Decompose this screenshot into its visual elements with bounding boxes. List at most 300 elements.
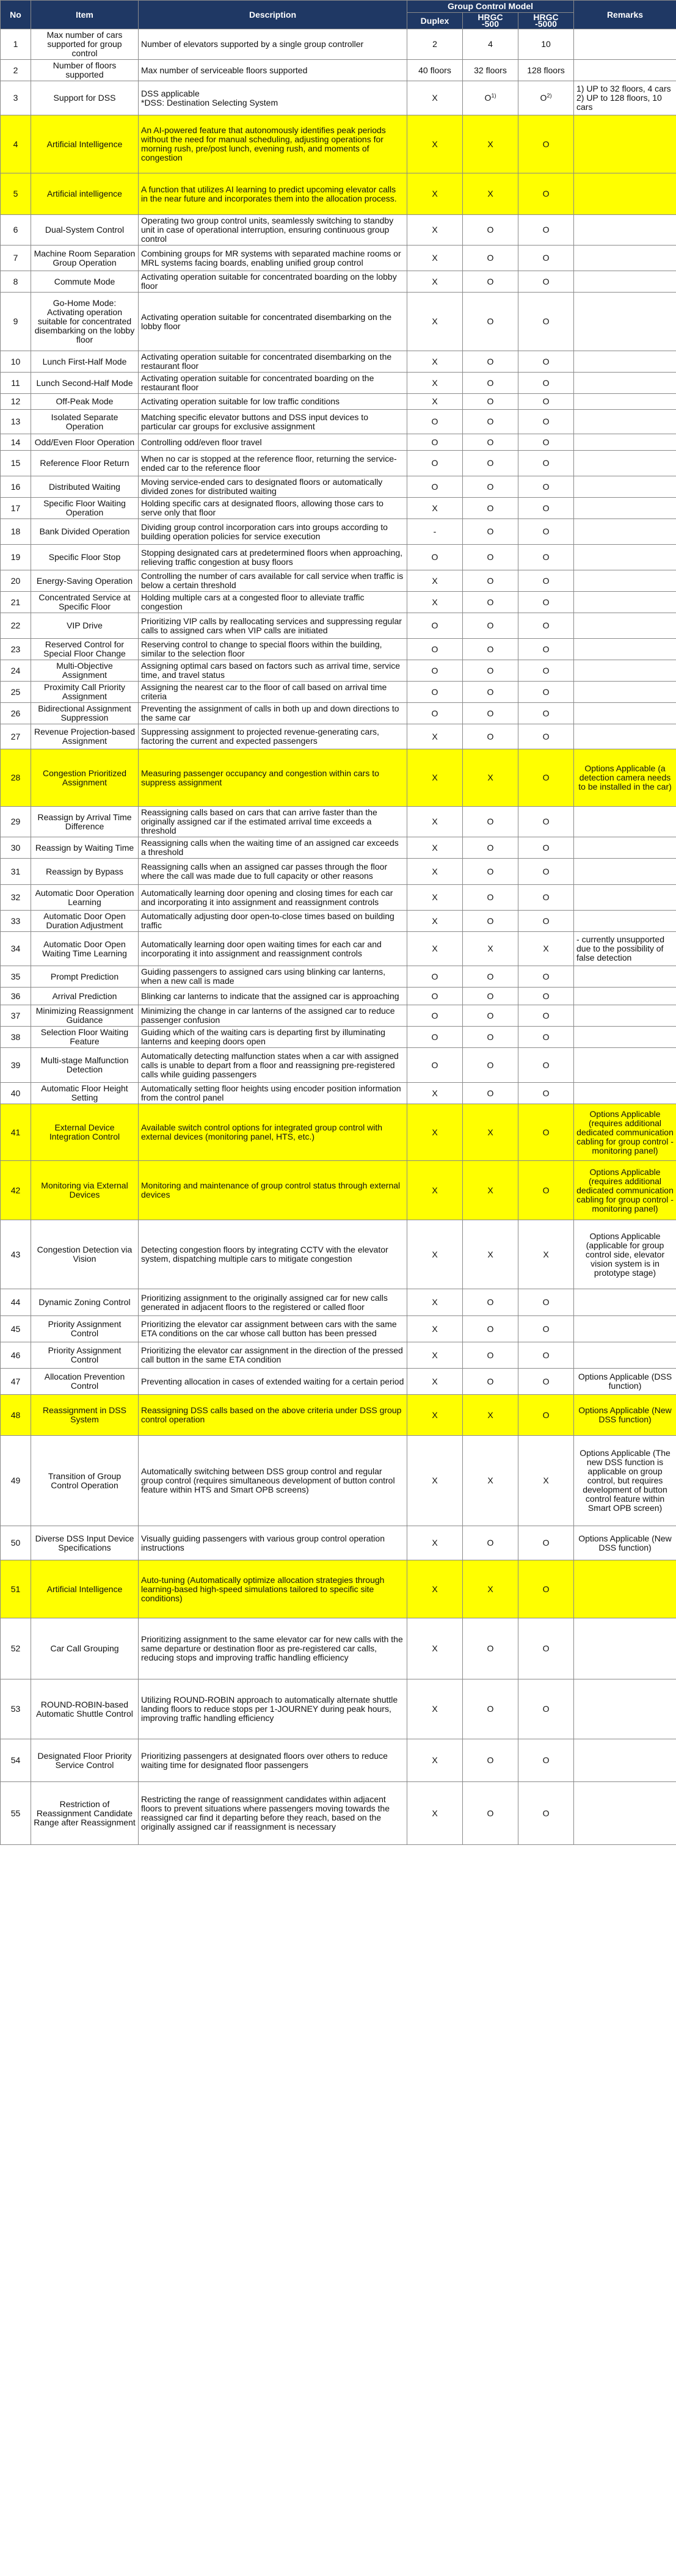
row-remarks [574,115,676,173]
hrgc-500-support-value: O [487,1031,494,1042]
duplex-support [407,932,463,966]
duplex-support-value: O [431,686,438,697]
duplex-support-value: O [431,665,438,675]
row-number: 25 [1,682,31,703]
hrgc-5000-support-value: 10 [541,39,551,49]
duplex-support [407,1369,463,1395]
hrgc-500-support [463,476,518,498]
row-remarks [574,394,676,410]
table-row [1,749,676,807]
hrgc-5000-support [518,1083,574,1104]
duplex-support [407,724,463,749]
row-remarks [574,911,676,932]
row-number: 39 [1,1048,31,1083]
row-number: 28 [1,749,31,807]
duplex-support [407,1395,463,1436]
hrgc-5000-support [518,1739,574,1782]
table-row [1,410,676,434]
duplex-support-value: X [432,866,438,876]
row-number: 38 [1,1027,31,1048]
row-remarks [574,807,676,837]
row-item: Reassign by Arrival Time Difference [31,807,139,837]
hrgc-5000-support-value: O [542,1538,550,1548]
row-description: Measuring passenger occupancy and congestion within cars to suppress assignment [139,749,407,807]
hrgc-500-support [463,1316,518,1342]
row-description: Activating operation suitable for concentrated boarding on the lobby floor [139,271,407,293]
row-number: 45 [1,1316,31,1342]
duplex-support-value: X [432,1323,438,1334]
row-description: Reserving control to change to special floors within the building, similar to the selection floor [139,639,407,660]
header-item: Item [31,1,139,29]
row-item: Max number of cars supported for group control [31,29,139,60]
hrgc-500-support [463,703,518,724]
duplex-support [407,451,463,476]
hrgc-5000-support [518,749,574,807]
table-row [1,1027,676,1048]
row-remarks [574,410,676,434]
duplex-support [407,592,463,613]
row-number: 17 [1,498,31,519]
row-item: Proximity Call Priority Assignment [31,682,139,703]
row-description: Utilizing ROUND-ROBIN approach to automatically alternate shuttle landing floors to reduce stops per 1-JOURNEY during peak hours, improving traffic handling efficiency [139,1679,407,1739]
row-number: 44 [1,1289,31,1316]
duplex-support-value: 2 [432,39,437,49]
row-remarks [574,60,676,81]
hrgc-500-support [463,1005,518,1027]
row-number: 16 [1,476,31,498]
hrgc-5000-support [518,271,574,293]
row-item: Bank Divided Operation [31,519,139,545]
hrgc-5000-support-value: O [542,1010,550,1021]
hrgc-500-support [463,1289,518,1316]
row-description: Activating operation suitable for concentrated disembarking on the restaurant floor [139,351,407,373]
hrgc-5000-support [518,1220,574,1289]
hrgc-5000-support-value: O [542,731,550,741]
row-description: Restricting the range of reassignment candidates within adjacent floors to prevent situations where passengers moving towards the reassigned car find it departing before they reach, based on the originally assigned car if reassignment is necessary [139,1782,407,1845]
duplex-support [407,215,463,246]
row-item: Odd/Even Floor Operation [31,434,139,451]
hrgc-500-support [463,613,518,639]
row-item: Isolated Separate Operation [31,410,139,434]
row-number: 33 [1,911,31,932]
duplex-support-value: X [432,1704,438,1714]
hrgc-500-support-value: O [487,1323,494,1334]
row-description: Number of elevators supported by a single group controller [139,29,407,60]
hrgc-500-support-value: O [487,316,494,326]
duplex-support [407,1526,463,1560]
hrgc-500-support-value: 4 [488,39,493,49]
row-remarks [574,1739,676,1782]
hrgc-5000-support [518,932,574,966]
row-description: Prioritizing the elevator car assignment in the direction of the pressed call button in the same ETA condition [139,1342,407,1369]
hrgc-500-support-value: O [487,731,494,741]
duplex-support [407,246,463,271]
duplex-support-value: X [432,1643,438,1653]
row-remarks [574,1316,676,1342]
row-description: Controlling the number of cars available for call service when traffic is below a certain threshold [139,570,407,592]
row-number: 18 [1,519,31,545]
hrgc-500-support [463,966,518,988]
row-number: 24 [1,660,31,682]
row-number: 54 [1,1739,31,1782]
row-item: Specific Floor Waiting Operation [31,498,139,519]
header-description: Description [139,1,407,29]
duplex-support-value: X [432,225,438,235]
hrgc-5000-support-value: O [542,866,550,876]
row-description: Reassigning calls when an assigned car passes through the floor where the call was made due to full capacity or other reasons [139,859,407,885]
hrgc-500-support [463,1618,518,1679]
hrgc-5000-support [518,215,574,246]
row-description: Prioritizing assignment to the same elevator car for new calls with the same departure or destination floor as pre-registered car calls, reducing stops and improving traffic handling efficiency [139,1618,407,1679]
row-remarks: Options Applicable (New DSS function) [574,1395,676,1436]
row-item: Lunch Second-Half Mode [31,373,139,394]
duplex-support-value: O [431,458,438,468]
hrgc-5000-support [518,807,574,837]
table-row [1,1679,676,1739]
hrgc-5000-support-value: O [542,1410,550,1420]
hrgc-500-support [463,1526,518,1560]
row-remarks [574,1048,676,1083]
hrgc-500-support-value: X [487,1127,493,1137]
row-description: Prioritizing assignment to the originally assigned car for new calls generated in adjacent floors to the registered or called floor [139,1289,407,1316]
row-remarks [574,724,676,749]
hrgc-500-support-value: O [487,1060,494,1070]
row-item: Artificial Intelligence [31,1560,139,1618]
row-remarks [574,592,676,613]
hrgc-5000-support-value: O [542,253,550,263]
row-number: 41 [1,1104,31,1161]
row-number: 40 [1,1083,31,1104]
duplex-support-value: O [431,991,438,1001]
hrgc-500-support-value: O [487,458,494,468]
row-item: Reference Floor Return [31,451,139,476]
hrgc-500-support-value: O [487,1297,494,1307]
row-item: Priority Assignment Control [31,1316,139,1342]
row-item: Bidirectional Assignment Suppression [31,703,139,724]
table-row [1,1161,676,1220]
hrgc-500-support [463,1342,518,1369]
hrgc-5000-support-value: O [542,665,550,675]
hrgc-500-support [463,434,518,451]
row-remarks [574,1083,676,1104]
row-description: Prioritizing the elevator car assignment between cars with the same ETA conditions on the car whose call button has been pressed [139,1316,407,1342]
duplex-support [407,703,463,724]
duplex-support [407,1048,463,1083]
table-row [1,81,676,115]
hrgc-5000-support-value: O [542,377,550,388]
row-description: Available switch control options for integrated group control with external devices (monitoring panel, HTS, etc.) [139,1104,407,1161]
duplex-support [407,682,463,703]
duplex-support [407,476,463,498]
hrgc-5000-support-value: O [542,686,550,697]
row-item: Machine Room Separation Group Operation [31,246,139,271]
row-remarks [574,682,676,703]
table-row [1,451,676,476]
table-row [1,682,676,703]
table-row [1,837,676,859]
row-remarks [574,660,676,682]
row-item: Reassign by Waiting Time [31,837,139,859]
hrgc-5000-support-value: O [542,915,550,926]
duplex-support-value: X [432,842,438,853]
hrgc-5000-support [518,885,574,911]
row-description: A function that utilizes AI learning to predict upcoming elevator calls in the near future and incorporates them into the allocation process. [139,173,407,215]
hrgc-5000-support-value: O [542,1185,550,1195]
row-number: 30 [1,837,31,859]
duplex-support [407,1161,463,1220]
table-row [1,476,676,498]
duplex-support [407,60,463,81]
duplex-support [407,271,463,293]
table-row [1,394,676,410]
row-number: 29 [1,807,31,837]
row-remarks [574,1560,676,1618]
hrgc-5000-support-value: O [542,396,550,406]
hrgc-500-support-value: X [487,1584,493,1594]
hrgc-500-support-value: O [487,1704,494,1714]
hrgc-5000-support-value: 128 floors [527,65,565,75]
duplex-support [407,1027,463,1048]
row-number: 27 [1,724,31,749]
hrgc-500-support-value: X [487,944,493,953]
duplex-support [407,749,463,807]
hrgc-5000-support-value: O [542,575,550,586]
row-number: 37 [1,1005,31,1027]
table-row [1,1316,676,1342]
hrgc-500-support-value: O [487,396,494,406]
row-item: Car Call Grouping [31,1618,139,1679]
hrgc-5000-support-value: O [542,892,550,902]
hrgc-5000-support-value: O [542,552,550,562]
row-description: When no car is stopped at the reference floor, returning the service-ended car to the reference floor [139,451,407,476]
table-row [1,639,676,660]
hrgc-5000-support [518,351,574,373]
table-row [1,988,676,1005]
row-number: 53 [1,1679,31,1739]
row-item: Lunch First-Half Mode [31,351,139,373]
hrgc-500-support-footnote: 1) [491,92,496,99]
row-remarks [574,271,676,293]
row-description: Prioritizing VIP calls by reallocating services and suppressing regular calls to assigned cars when VIP calls are initiated [139,613,407,639]
hrgc-5000-support-value: O [542,526,550,536]
table-row [1,215,676,246]
hrgc-500-support-value: O [487,225,494,235]
hrgc-500-support [463,115,518,173]
row-description: Max number of serviceable floors supported [139,60,407,81]
row-description: Combining groups for MR systems with separated machine rooms or MRL systems facing boards, enabling unified group control [139,246,407,271]
row-item: Commute Mode [31,271,139,293]
row-item: Concentrated Service at Specific Floor [31,592,139,613]
hrgc-500-support-value: O [487,437,494,447]
hrgc-500-support-value: O [487,686,494,697]
row-description: Assigning the nearest car to the floor of call based on arrival time criteria [139,682,407,703]
table-row [1,293,676,351]
hrgc-500-support-value: O [487,817,494,826]
table-row [1,1048,676,1083]
table-row [1,246,676,271]
row-description: Blinking car lanterns to indicate that the assigned car is approaching [139,988,407,1005]
row-remarks [574,246,676,271]
table-row [1,724,676,749]
duplex-support-value: X [432,944,438,953]
hrgc-5000-support-value: O [542,1088,550,1098]
hrgc-500-support [463,570,518,592]
hrgc-500-support [463,293,518,351]
row-description: Holding specific cars at designated floors, allowing those cars to serve only that floor [139,498,407,519]
row-description: Guiding which of the waiting cars is departing first by illuminating lanterns and keeping doors open [139,1027,407,1048]
header-group-control-model: Group Control Model [407,1,574,13]
hrgc-500-support [463,1048,518,1083]
duplex-support [407,1220,463,1289]
hrgc-500-support-value: O [487,1010,494,1021]
hrgc-500-support [463,1027,518,1048]
table-row [1,1739,676,1782]
table-row [1,173,676,215]
table-row [1,1220,676,1289]
hrgc-5000-support-value: O [542,644,550,654]
hrgc-5000-support [518,592,574,613]
duplex-support-value: O [431,437,438,447]
duplex-support [407,1618,463,1679]
row-item: Support for DSS [31,81,139,115]
row-description: Reassigning calls based on cars that can arrive faster than the originally assigned car if the estimated arrival time exceeds a threshold [139,807,407,837]
duplex-support-value: - [433,526,437,536]
hrgc-5000-support [518,639,574,660]
hrgc-5000-support-value: O [542,139,550,149]
hrgc-5000-support [518,1027,574,1048]
duplex-support-value: X [432,731,438,741]
hrgc-500-support [463,837,518,859]
duplex-support-value: O [431,552,438,562]
hrgc-5000-support-value: O [540,93,547,103]
row-item: Reassign by Bypass [31,859,139,885]
hrgc-5000-support-value: O [542,316,550,326]
hrgc-5000-support [518,859,574,885]
row-item: Congestion Detection via Vision [31,1220,139,1289]
hrgc-500-support-value: O [487,915,494,926]
row-description: Automatically switching between DSS group control and regular group control (requires simultaneous development of button control feature within HTS and Smart OPB screens) [139,1436,407,1526]
duplex-support-value: X [432,892,438,902]
hrgc-5000-support [518,1618,574,1679]
table-row [1,1083,676,1104]
hrgc-5000-support-value: O [542,971,550,981]
hrgc-500-support-value: O [487,276,494,286]
row-description: Suppressing assignment to projected revenue-generating cars, factoring the current and expected passengers [139,724,407,749]
row-description: Assigning optimal cars based on factors such as arrival time, service time, and travel status [139,660,407,682]
duplex-support [407,807,463,837]
duplex-support [407,837,463,859]
header-remarks: Remarks [574,1,676,29]
row-item: Reserved Control for Special Floor Change [31,639,139,660]
hrgc-5000-support [518,1395,574,1436]
row-description: Preventing allocation in cases of extended waiting for a certain period [139,1369,407,1395]
duplex-support-value: X [432,915,438,926]
hrgc-500-support [463,932,518,966]
hrgc-5000-support [518,410,574,434]
hrgc-500-support-value: O [487,708,494,718]
duplex-support [407,1005,463,1027]
row-number: 13 [1,410,31,434]
hrgc-5000-support [518,293,574,351]
duplex-support-value: X [432,597,438,607]
row-item: Priority Assignment Control [31,1342,139,1369]
table-row [1,498,676,519]
row-number: 14 [1,434,31,451]
row-item: Dynamic Zoning Control [31,1289,139,1316]
row-item: Energy-Saving Operation [31,570,139,592]
table-row [1,570,676,592]
duplex-support [407,373,463,394]
hrgc-5000-support [518,451,574,476]
hrgc-500-support [463,1782,518,1845]
row-number: 55 [1,1782,31,1845]
hrgc-500-support [463,271,518,293]
row-remarks [574,570,676,592]
hrgc-5000-support-value: O [542,1704,550,1714]
row-remarks: 1) UP to 32 floors, 4 cars 2) UP to 128 floors, 10 cars [574,81,676,115]
hrgc-500-support-value: O [487,1350,494,1360]
table-row [1,703,676,724]
hrgc-5000-support [518,724,574,749]
row-number: 8 [1,271,31,293]
row-description: Activating operation suitable for low traffic conditions [139,394,407,410]
duplex-support [407,1560,463,1618]
row-remarks [574,351,676,373]
row-item: Prompt Prediction [31,966,139,988]
hrgc-500-support [463,81,518,115]
row-number: 20 [1,570,31,592]
row-description: Prioritizing passengers at designated floors over others to reduce waiting time for designated floor passengers [139,1739,407,1782]
hrgc-5000-support [518,1342,574,1369]
hrgc-5000-support [518,1679,574,1739]
duplex-support [407,519,463,545]
hrgc-500-support [463,246,518,271]
row-number: 47 [1,1369,31,1395]
row-remarks [574,215,676,246]
hrgc-500-support [463,394,518,410]
hrgc-500-support-value: X [487,189,493,198]
duplex-support-value: X [432,1297,438,1307]
duplex-support [407,1083,463,1104]
hrgc-5000-support [518,173,574,215]
duplex-support-value: X [432,396,438,406]
hrgc-500-support-value: O [487,1808,494,1818]
hrgc-5000-support-value: O [542,597,550,607]
row-number: 22 [1,613,31,639]
row-description: Visually guiding passengers with various group control operation instructions [139,1526,407,1560]
hrgc-500-support-value: O [487,991,494,1001]
duplex-support-value: 40 floors [418,65,451,75]
hrgc-500-support [463,173,518,215]
row-description: Minimizing the change in car lanterns of the assigned car to reduce passenger confusion [139,1005,407,1027]
hrgc-5000-support [518,81,574,115]
row-remarks [574,1289,676,1316]
hrgc-500-support-value: O [487,1088,494,1098]
row-item: Automatic Door Open Duration Adjustment [31,911,139,932]
hrgc-5000-support-value: O [542,1127,550,1137]
hrgc-500-support [463,1220,518,1289]
duplex-support [407,1679,463,1739]
row-number: 36 [1,988,31,1005]
duplex-support-value: X [432,189,438,198]
hrgc-500-support-value: O [487,417,494,426]
duplex-support-value: X [432,93,438,103]
row-description: Matching specific elevator buttons and DSS input devices to particular car groups for exclusive assignment [139,410,407,434]
table-row [1,1526,676,1560]
row-number: 15 [1,451,31,476]
hrgc-500-support-value: O [487,526,494,536]
duplex-support-value: X [432,316,438,326]
